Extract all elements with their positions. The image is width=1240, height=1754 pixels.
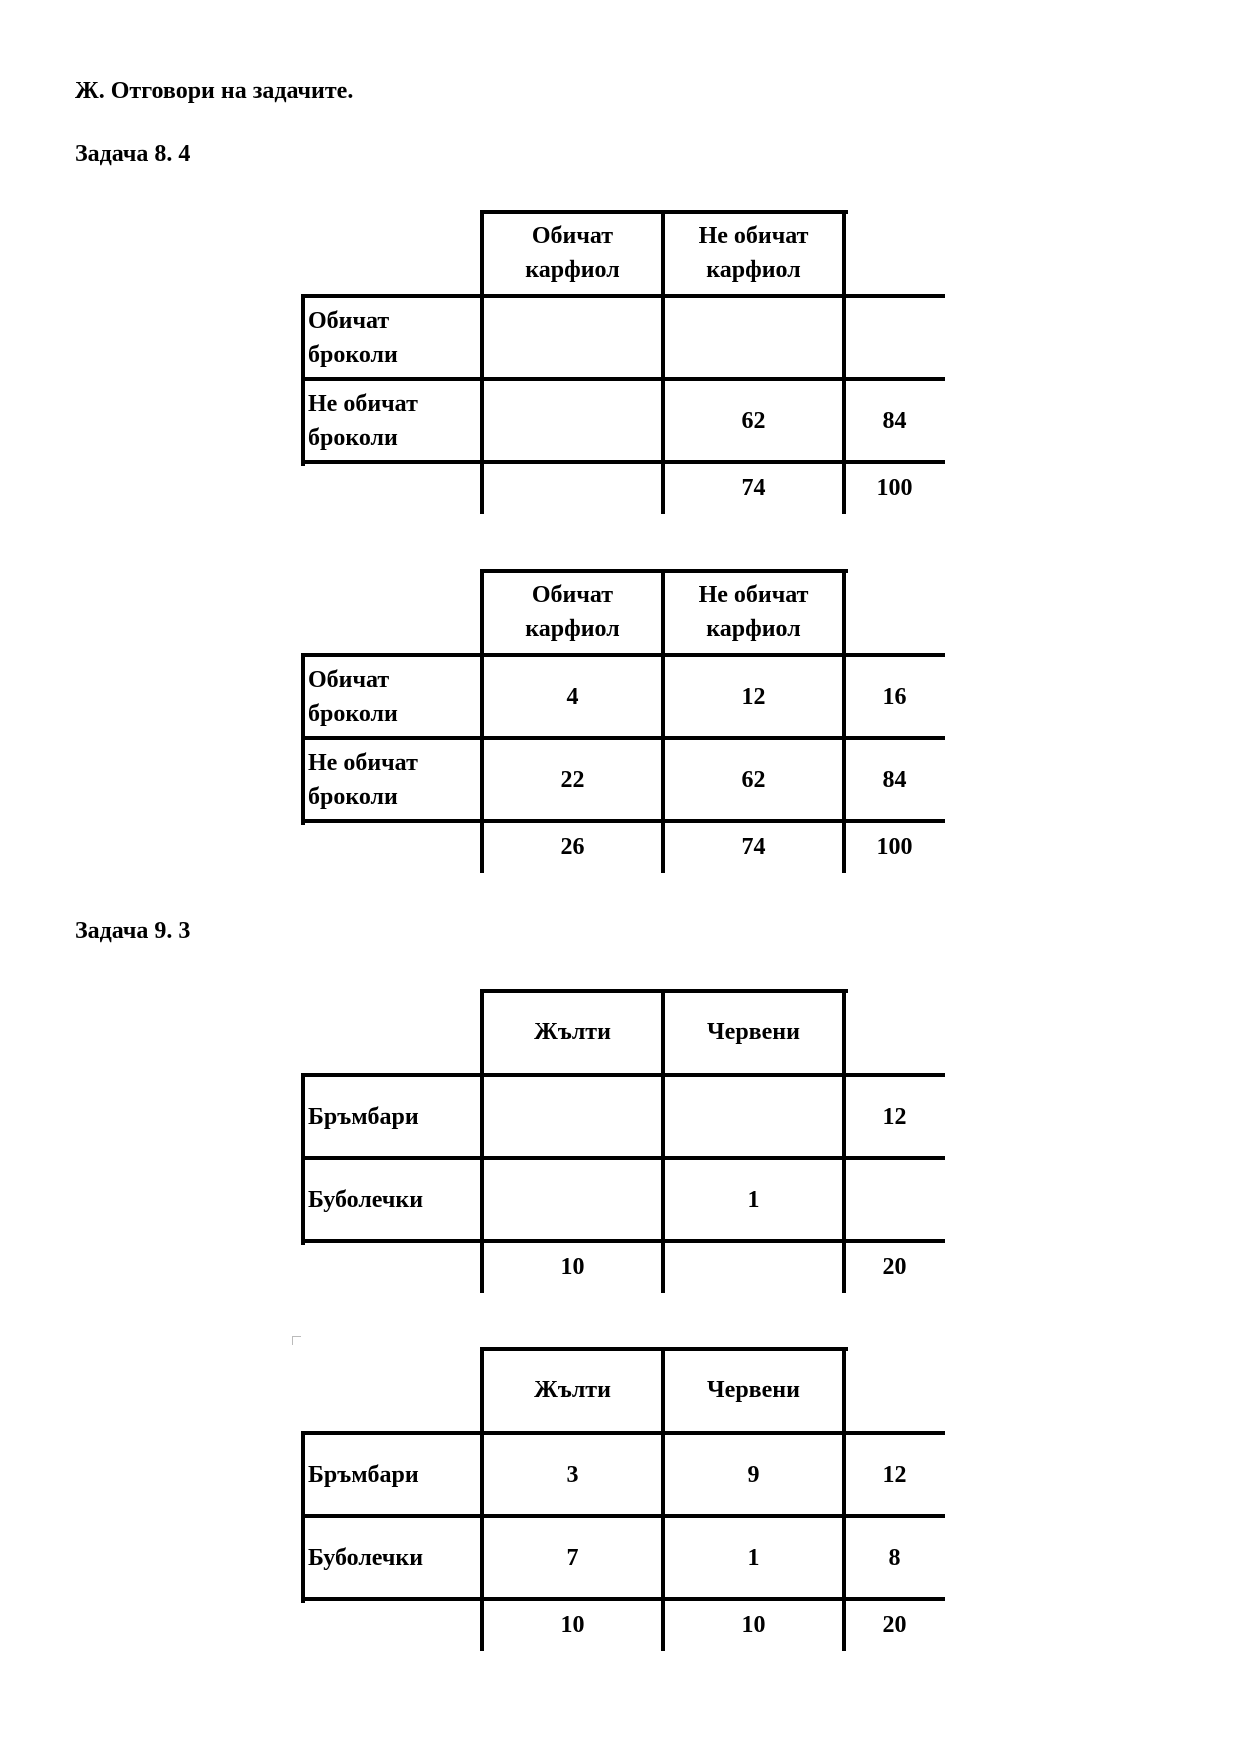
table-cell: 9 [747,1461,760,1488]
table-cell: 84 [882,766,907,793]
table-cell [482,1158,663,1241]
table-cell: 62 [741,407,766,434]
row-label: Не обичат броколи [308,390,418,451]
column-header: Не обичат карфиол [698,582,809,642]
total-cell: 20 [882,1612,907,1638]
total-cell: 10 [741,1612,766,1638]
table-9-solved [301,1347,945,1651]
row-label: Обичат броколи [308,307,398,368]
total-cell: 100 [876,834,913,860]
column-header: Червени [707,1019,800,1045]
row-label: Буболечки [308,1186,424,1213]
table-cell: 3 [566,1461,579,1488]
column-header: Обичат карфиол [525,582,620,642]
table-cell [844,1158,945,1241]
problem-title-8: Задача 8. 4 [75,141,191,167]
total-cell [482,462,663,514]
total-cell: 100 [876,475,913,501]
table-cell [663,1075,844,1158]
table-cell [844,296,945,379]
table-9-blank [301,989,945,1293]
table-cell: 4 [566,683,579,710]
total-cell: 20 [882,1254,907,1280]
total-cell: 26 [560,834,585,860]
table-8-blank [301,210,945,514]
table-cell: 1 [747,1544,760,1571]
row-label: Не обичат броколи [308,749,418,810]
column-header: Жълти [534,1019,611,1045]
table-cell: 12 [882,1461,907,1488]
table-cell: 1 [747,1186,760,1213]
total-cell: 74 [741,475,766,501]
table-cell: 7 [566,1544,579,1571]
column-header: Обичат карфиол [525,223,620,283]
table-cell: 84 [882,407,907,434]
row-label: Бръмбари [308,1103,419,1130]
row-label: Обичат броколи [308,666,398,727]
table-8-solved [301,569,945,873]
column-header: Не обичат карфиол [698,223,809,283]
table-cell [482,1075,663,1158]
table-cell: 62 [741,766,766,793]
total-cell: 74 [741,834,766,860]
table-cell: 8 [888,1544,901,1571]
total-cell: 10 [560,1612,585,1638]
total-cell [663,1241,844,1293]
corner-mark [292,1336,301,1345]
row-label: Бръмбари [308,1461,419,1488]
problem-title-9: Задача 9. 3 [75,918,191,944]
column-header: Червени [707,1377,800,1403]
table-cell [482,296,663,379]
table-cell [482,379,663,462]
table-cell [663,296,844,379]
row-label: Буболечки [308,1544,424,1571]
total-cell: 10 [560,1254,585,1280]
table-cell: 16 [882,683,907,710]
table-cell: 12 [741,683,766,710]
section-heading: Ж. Отговори на задачите. [75,78,354,104]
table-cell: 12 [882,1103,907,1130]
column-header: Жълти [534,1377,611,1403]
table-cell: 22 [560,766,585,793]
